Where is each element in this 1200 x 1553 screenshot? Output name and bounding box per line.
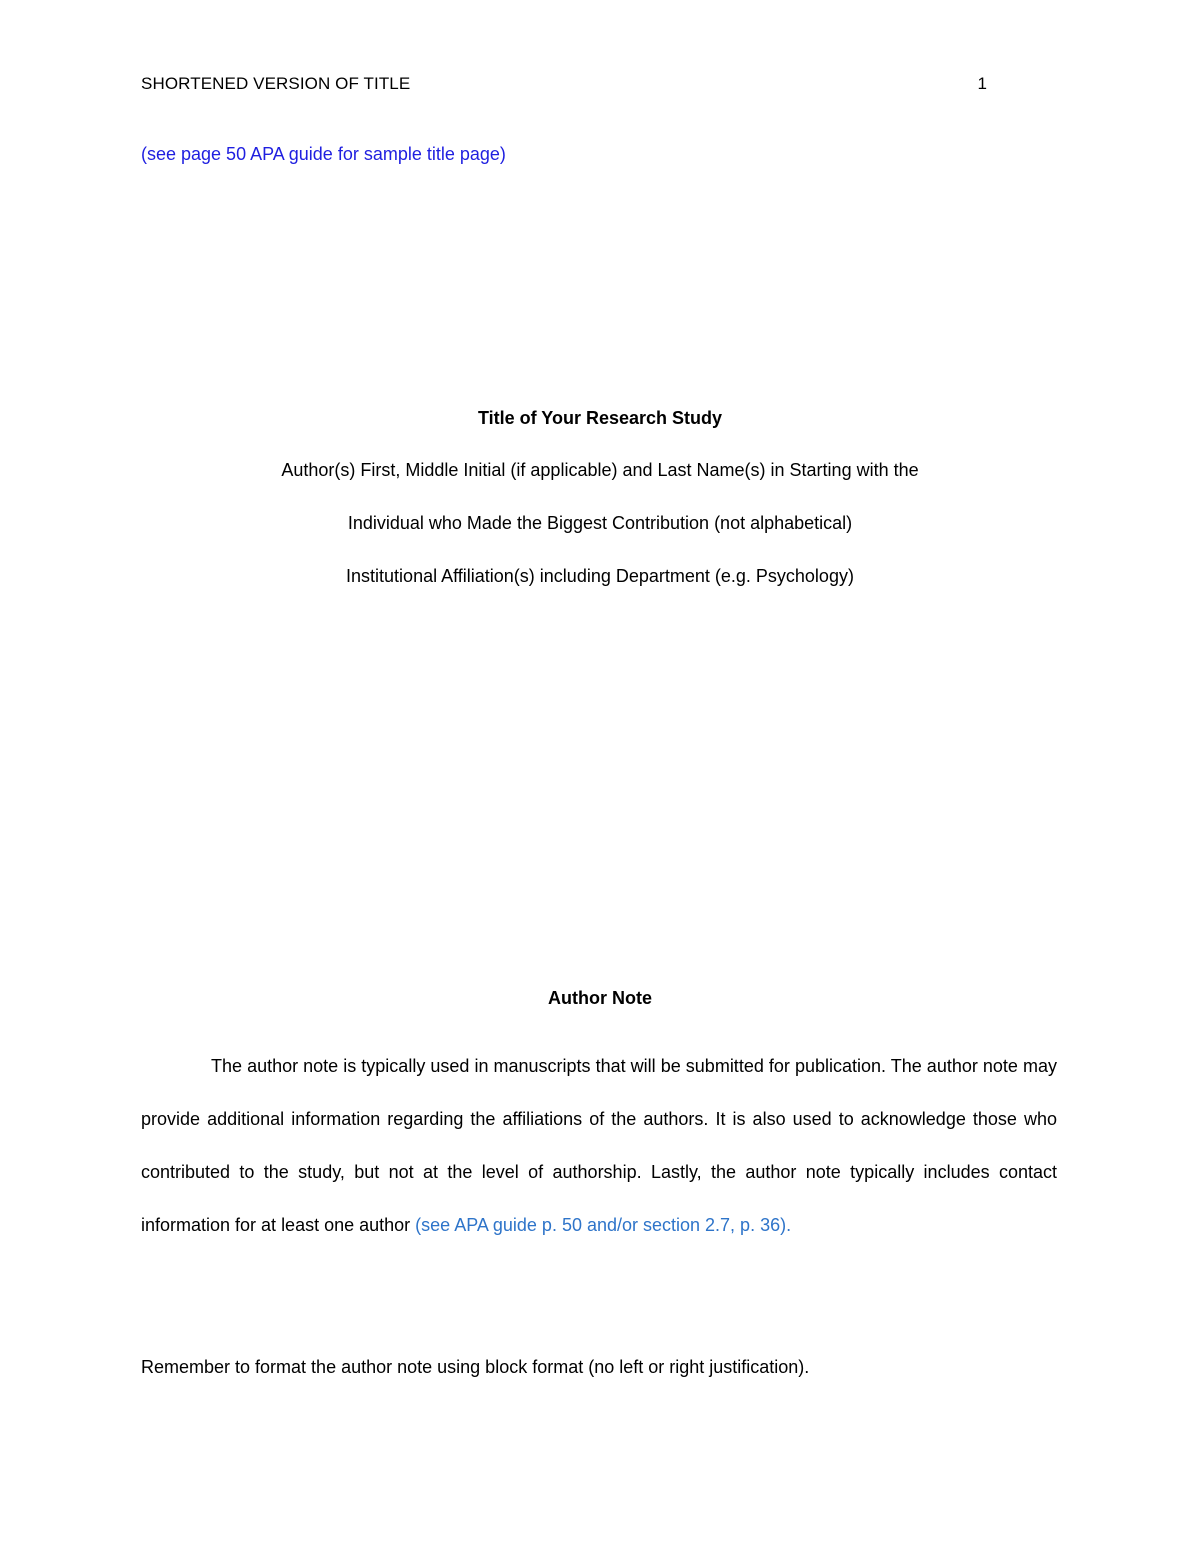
author-note-paragraph: [141, 1040, 1057, 1252]
guide-note: (see page 50 APA guide for sample title page): [141, 144, 506, 164]
author-note-heading: Author Note: [548, 988, 652, 1008]
page-number: 1: [977, 74, 987, 93]
paper-title: Title of Your Research Study: [477, 408, 723, 428]
authors-line-1: Author(s) First, Middle Initial (if applicable) and Last Name(s) in Starting with the: [281, 460, 919, 480]
author-note-reference: (see APA guide p. 50 and/or section 2.7, p. 36).: [415, 1215, 792, 1235]
running-head: SHORTENED VERSION OF TITLE: [141, 74, 411, 93]
author-note-body: The author note is typically used in manuscripts that will be submitted for publication. The author note may provide additional information regarding the affiliations of the authors. It is also used to acknowledge those who contributed to the study, but not at the level of authorship. Lastly, the author note typically includes contact information for at least one author: [141, 1056, 1057, 1235]
format-reminder: Remember to format the author note using block format (no left or right justification).: [141, 1357, 810, 1377]
authors-line-2: Individual who Made the Biggest Contribution (not alphabetical): [347, 513, 853, 533]
affiliation-line: Institutional Affiliation(s) including Department (e.g. Psychology): [346, 566, 854, 586]
